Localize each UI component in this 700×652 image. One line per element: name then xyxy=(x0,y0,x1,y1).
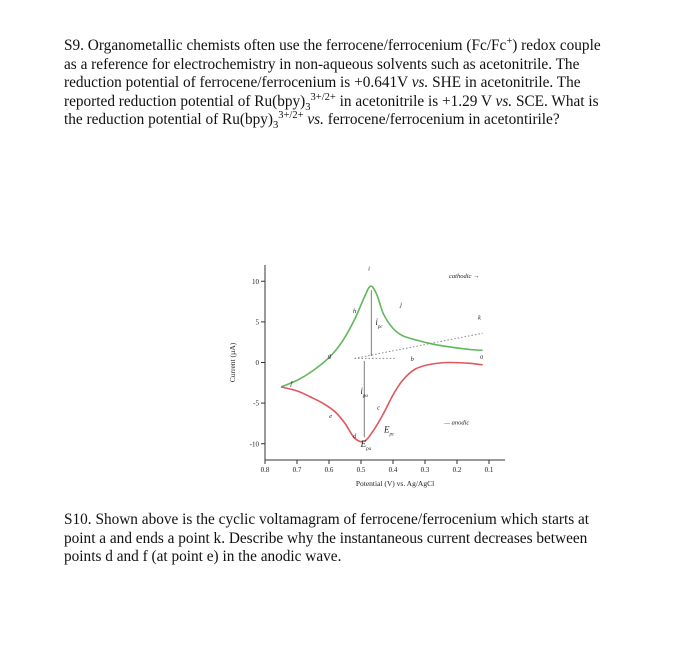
y-tick-label: 0 xyxy=(255,359,259,367)
series-baseline-cathodic xyxy=(355,333,484,361)
point-label-h: h xyxy=(352,307,357,315)
point-label-b: b xyxy=(410,355,414,363)
x-tick-label: 0.7 xyxy=(292,466,302,474)
q9-line-2: as a reference for electrochemistry in non-aqueous solvents such as acetonitrile. The xyxy=(64,55,580,73)
y-tick-label: -10 xyxy=(249,440,259,449)
q10-line-2: point a and ends a point k. Describe why the instantaneous current decreases between xyxy=(64,529,588,547)
point-label-i: i xyxy=(368,265,370,273)
x-tick-label: 0.1 xyxy=(484,466,494,474)
point-label-g: g xyxy=(328,352,332,360)
y-tick-label: 10 xyxy=(252,277,259,286)
q9-line-5: the reduction potential of $Ru(bpy)_3^{3+/2+}$ vs. ferrocene/ferrocenium in acetontirile? xyxy=(64,110,560,132)
x-tick-label: 0.2 xyxy=(452,466,462,474)
x-tick-label: 0.8 xyxy=(260,466,270,474)
question-s10 xyxy=(64,511,676,567)
q10-line-3: points d and f (at point e) in the anodic wave. xyxy=(64,548,342,566)
annotation-label: — anodic xyxy=(444,419,470,427)
point-label-f: f xyxy=(290,380,293,388)
annotation-label: cathodic → xyxy=(449,273,480,280)
x-axis-label: Potential (V) vs. Ag/AgCl xyxy=(355,479,435,488)
point-label-k: k xyxy=(477,314,481,322)
series-cathodic xyxy=(281,286,483,387)
series-anodic xyxy=(281,362,483,441)
annotation-i-pa: $i_{pa}$ xyxy=(360,386,368,400)
q9-line-3: reduction potential of ferrocene/ferrocenium is +0.641V vs. SHE in acetonitrile. The xyxy=(64,74,581,92)
annotation-E-pa: $E_{pa}$ xyxy=(360,439,372,452)
x-tick-label: 0.3 xyxy=(420,466,430,474)
point-label-e: e xyxy=(329,412,333,420)
annotation-E-pc: $E_{pc}$ xyxy=(384,424,395,438)
y-tick-label: 5 xyxy=(255,318,259,327)
y-axis-label: Current (µA) xyxy=(228,342,237,383)
x-tick-label: 0.5 xyxy=(356,466,366,474)
point-label-d: d xyxy=(352,433,357,441)
y-tick-label: -5 xyxy=(253,399,259,408)
q10-line-1: S10. Shown above is the cyclic voltamagram of ferrocene/ferrocenium which starts at xyxy=(64,511,590,528)
point-label-a: a xyxy=(480,353,484,361)
x-tick-label: 0.6 xyxy=(324,466,334,474)
point-label-j: j xyxy=(400,301,402,309)
x-tick-label: 0.4 xyxy=(388,466,398,474)
q9-line-1: S9. Organometallic chemists often use the ferrocene/ferrocenium (Fc/Fc+) redox couple xyxy=(64,35,601,54)
point-label-c: c xyxy=(377,404,381,412)
annotation-i-pc: $i_{pc}$ xyxy=(375,317,383,331)
q9-line-4: reported reduction potential of $Ru(bpy)_3^{3+/2+}$ in acetonitrile is +1.29 V vs. SCE. What is xyxy=(64,91,599,113)
